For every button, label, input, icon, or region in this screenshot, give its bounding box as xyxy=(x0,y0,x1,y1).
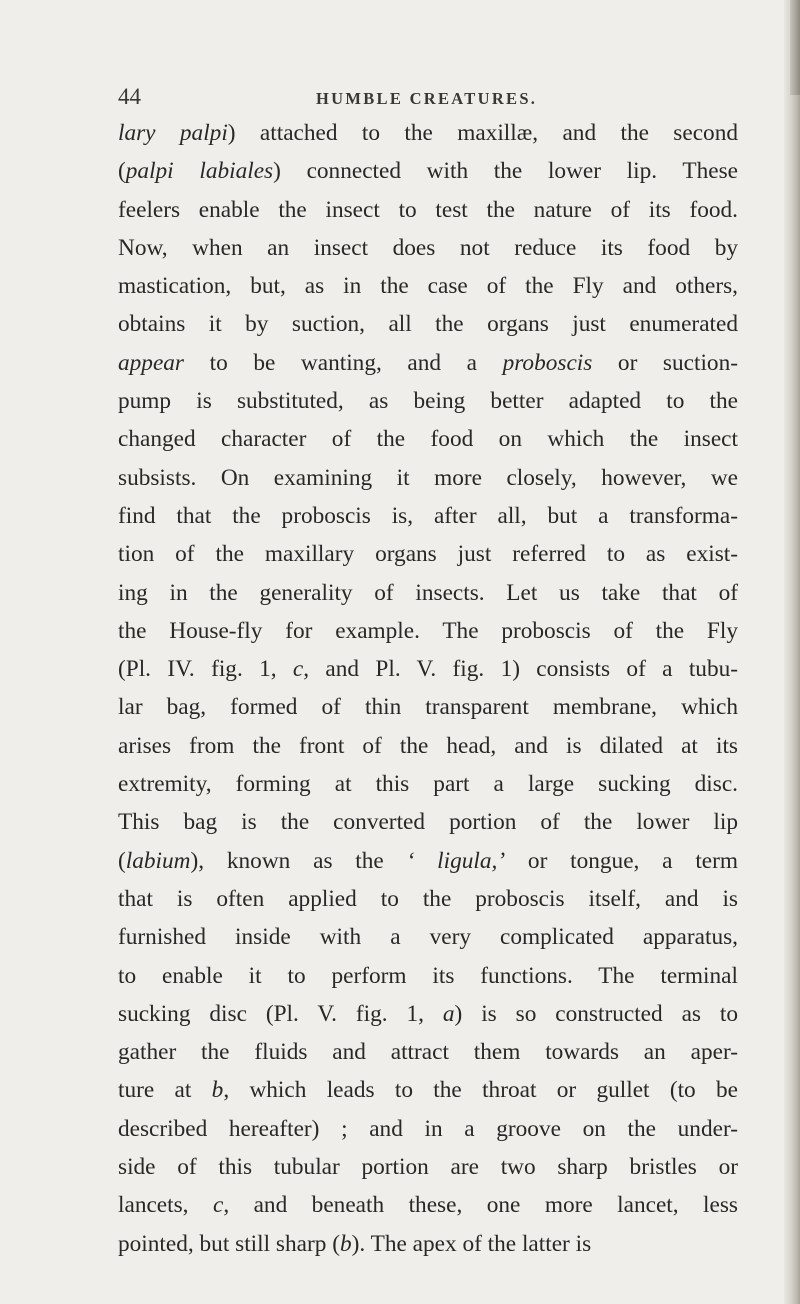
text-line xyxy=(118,765,738,803)
text-segment: pointed, but still sharp ( xyxy=(118,1230,340,1257)
text-segment: the House-fly for example. The proboscis of the Fly xyxy=(118,617,738,644)
text-line xyxy=(118,918,738,956)
text-line xyxy=(118,1225,738,1263)
text-line xyxy=(118,305,738,343)
text-segment: ) connected with the lower lip. These xyxy=(273,158,738,185)
page-edge-notch xyxy=(790,0,800,95)
italic-text: proboscis xyxy=(502,349,593,376)
text-segment: ing in the generality of insects. Let us take that of xyxy=(118,579,738,606)
text-segment: Now, when an insect does not reduce its food by xyxy=(118,234,738,261)
italic-text: ‘ ligula,’ xyxy=(406,847,506,874)
text-segment: , and beneath these, one more lancet, less xyxy=(223,1192,738,1219)
text-segment: ), known as the xyxy=(190,847,407,874)
text-line xyxy=(118,727,738,765)
text-segment: feelers enable the insect to test the nature of its food. xyxy=(118,196,738,223)
text-segment: sucking disc (Pl. V. fig. 1, xyxy=(118,1000,443,1027)
italic-text: b xyxy=(211,1077,224,1104)
text-segment: that is often applied to the proboscis itself, and is xyxy=(118,885,738,912)
running-head: HUMBLE CREATURES. xyxy=(316,89,538,108)
text-segment: side of this tubular portion are two sharp bristles or xyxy=(118,1154,738,1181)
text-segment: ) attached to the maxillæ, and the second xyxy=(227,120,738,146)
text-segment: changed character of the food on which the insect xyxy=(118,426,738,453)
text-segment: subsists. On examining it more closely, however, we xyxy=(118,464,738,491)
text-segment: lar bag, formed of thin transparent membrane, which xyxy=(118,694,738,721)
text-line xyxy=(118,803,738,841)
text-line xyxy=(118,229,738,267)
text-segment: obtains it by suction, all the organs just enumerated xyxy=(118,311,738,338)
text-segment: , and Pl. V. fig. 1) consists of a tubu- xyxy=(303,656,739,683)
text-line xyxy=(118,574,738,612)
text-segment: ) is so constructed as to xyxy=(454,1000,739,1027)
text-segment: ). The apex of the latter is xyxy=(351,1230,592,1257)
text-line xyxy=(118,191,738,229)
text-segment: mastication, but, as in the case of the Fly and others, xyxy=(118,273,738,300)
text-segment: extremity, forming at this part a large sucking disc. xyxy=(118,771,738,798)
italic-text: c xyxy=(212,1192,224,1219)
italic-text: c xyxy=(292,656,304,683)
text-segment: tion of the maxillary organs just referred to as exist- xyxy=(118,541,738,568)
italic-text: lary palpi xyxy=(118,120,228,146)
text-line xyxy=(118,688,738,726)
text-line xyxy=(118,420,738,458)
page-header xyxy=(118,84,718,114)
text-segment: gather the fluids and attract them towards an aper- xyxy=(118,1039,738,1066)
italic-text: labium xyxy=(125,847,191,874)
text-line xyxy=(118,114,738,152)
text-segment: This bag is the converted portion of the lower lip xyxy=(118,809,738,836)
text-segment: find that the proboscis is, after all, but a transforma- xyxy=(118,502,738,529)
text-segment: described hereafter) ; and in a groove on the under- xyxy=(118,1115,738,1142)
text-line xyxy=(118,957,738,995)
text-segment: furnished inside with a very complicated apparatus, xyxy=(118,924,738,951)
text-line xyxy=(118,1186,738,1224)
italic-text: a xyxy=(442,1000,455,1027)
page-number: 44 xyxy=(118,84,141,109)
text-segment: to be wanting, and a xyxy=(184,349,503,376)
page-edge-shadow xyxy=(784,0,800,1304)
text-segment: or tongue, a term xyxy=(505,847,739,874)
text-line xyxy=(118,612,738,650)
text-line xyxy=(118,995,738,1033)
text-segment: or suction- xyxy=(592,349,738,376)
text-line xyxy=(118,382,738,420)
text-segment: pump is substituted, as being better adapted to the xyxy=(118,388,738,415)
text-segment: ture at xyxy=(118,1077,212,1104)
text-line xyxy=(118,1110,738,1148)
italic-text: b xyxy=(339,1230,352,1257)
text-line xyxy=(118,535,738,573)
text-line xyxy=(118,497,738,535)
text-line xyxy=(118,842,738,880)
text-line xyxy=(118,1071,738,1109)
text-line xyxy=(118,880,738,918)
text-segment: , which leads to the throat or gullet (to be xyxy=(223,1077,738,1104)
text-line xyxy=(118,152,738,190)
text-segment: to enable it to perform its functions. The terminal xyxy=(118,962,738,989)
text-line xyxy=(118,1148,738,1186)
text-line xyxy=(118,650,738,688)
text-segment: arises from the front of the head, and is dilated at its xyxy=(118,732,738,759)
text-line xyxy=(118,1033,738,1071)
text-line xyxy=(118,344,738,382)
body-text xyxy=(118,114,738,1263)
italic-text: appear xyxy=(118,349,185,376)
text-segment: ( xyxy=(118,847,126,874)
text-segment: (Pl. IV. fig. 1, xyxy=(118,656,293,683)
text-segment: ( xyxy=(118,158,126,185)
text-line xyxy=(118,267,738,305)
text-line xyxy=(118,459,738,497)
italic-text: palpi labiales xyxy=(125,158,274,185)
text-segment: lancets, xyxy=(118,1192,213,1219)
